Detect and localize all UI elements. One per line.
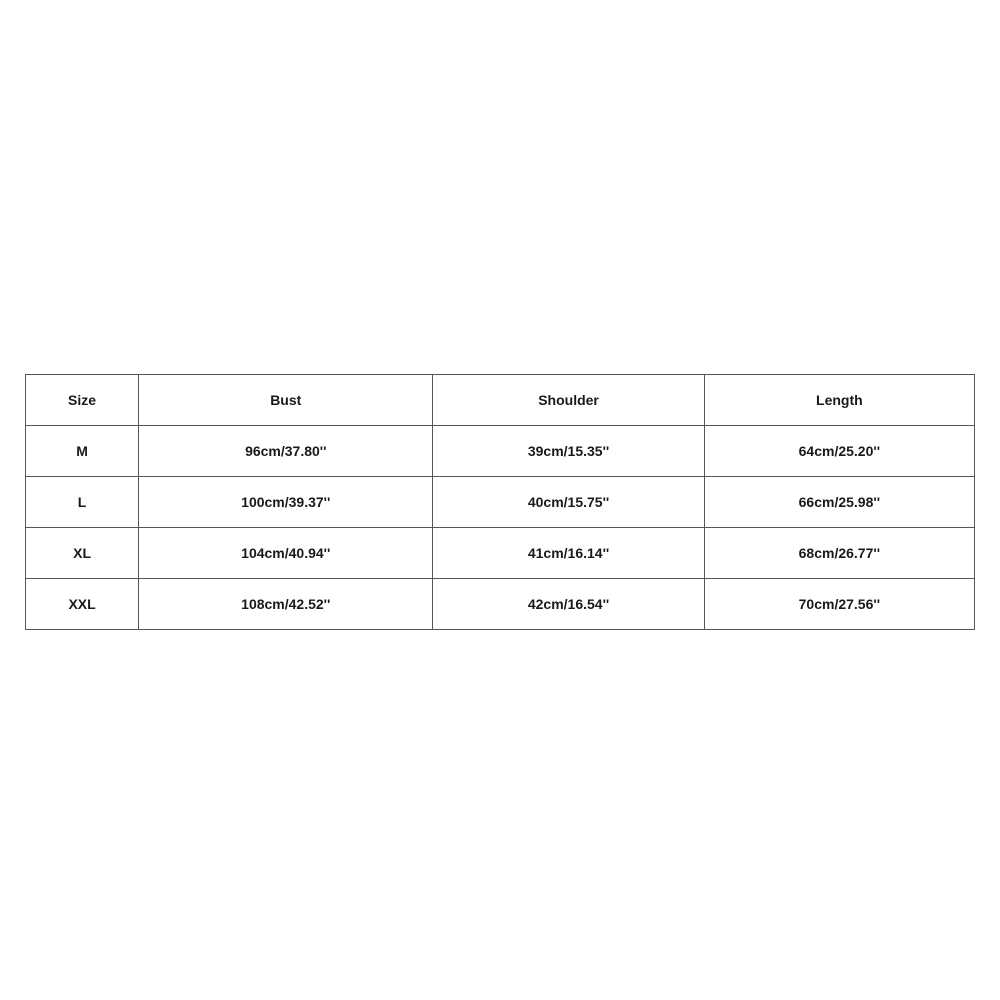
shoulder-cell: 40cm/15.75'': [433, 477, 704, 528]
table-row: [26, 579, 975, 630]
bust-cell: 104cm/40.94'': [139, 528, 433, 579]
table-body: [26, 426, 975, 630]
length-cell: 66cm/25.98'': [704, 477, 974, 528]
length-cell: 70cm/27.56'': [704, 579, 974, 630]
size-cell: L: [26, 477, 139, 528]
size-cell: XL: [26, 528, 139, 579]
bust-cell: 108cm/42.52'': [139, 579, 433, 630]
shoulder-cell: 42cm/16.54'': [433, 579, 704, 630]
header-shoulder: Shoulder: [433, 375, 704, 426]
shoulder-cell: 41cm/16.14'': [433, 528, 704, 579]
header-length: Length: [704, 375, 974, 426]
size-cell: M: [26, 426, 139, 477]
bust-cell: 96cm/37.80'': [139, 426, 433, 477]
table-header: [26, 375, 975, 426]
size-cell: XXL: [26, 579, 139, 630]
table-row: [26, 426, 975, 477]
bust-cell: 100cm/39.37'': [139, 477, 433, 528]
size-chart-table: [25, 374, 975, 630]
table-row: [26, 528, 975, 579]
header-size: Size: [26, 375, 139, 426]
length-cell: 64cm/25.20'': [704, 426, 974, 477]
length-cell: 68cm/26.77'': [704, 528, 974, 579]
header-bust: Bust: [139, 375, 433, 426]
table-row: [26, 477, 975, 528]
shoulder-cell: 39cm/15.35'': [433, 426, 704, 477]
header-row: [26, 375, 975, 426]
